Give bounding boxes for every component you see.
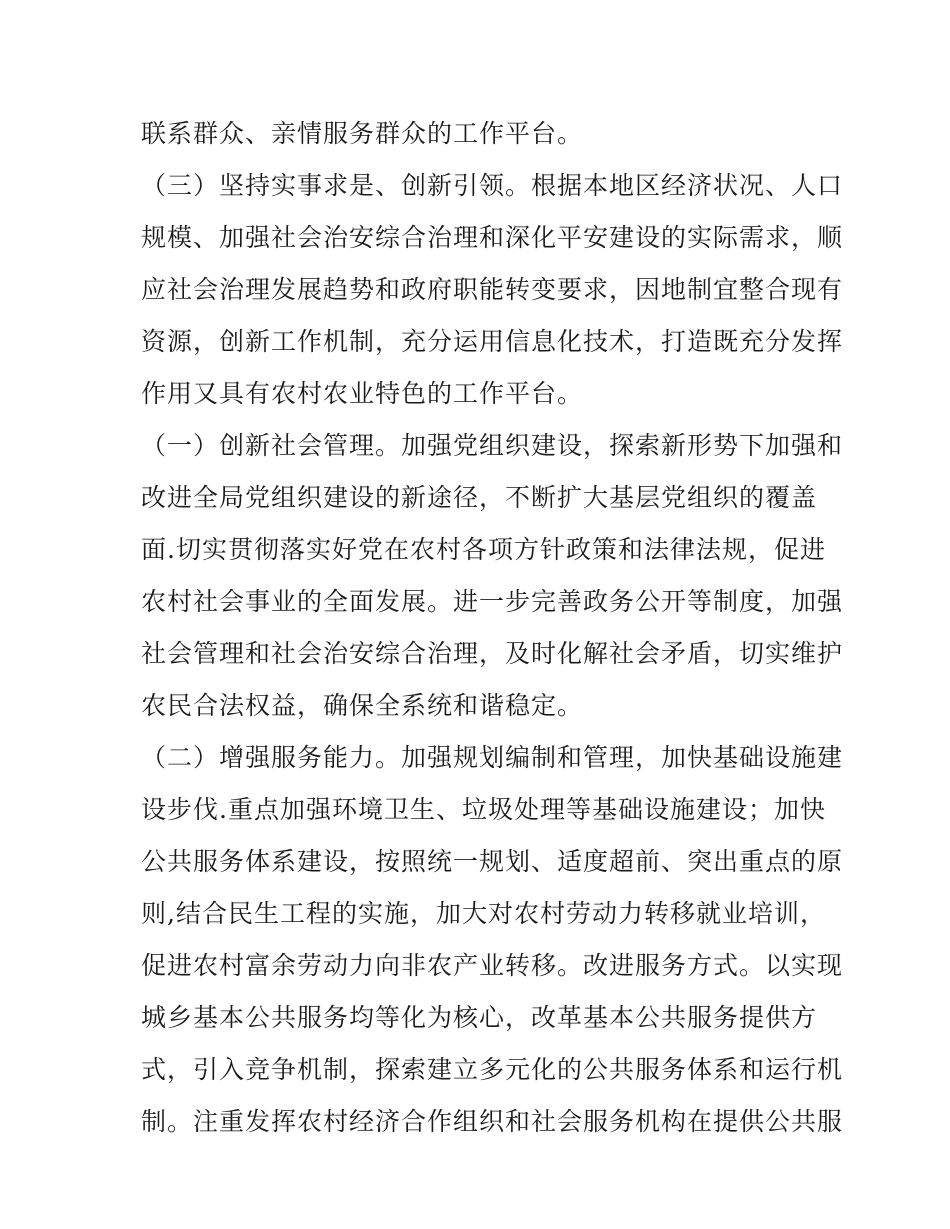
text-line: 资源，创新工作机制，充分运用信息化技术，打造既充分发挥 — [141, 327, 844, 356]
text-line: 设步伐.重点加强环境卫生、垃圾处理等基础设施建设；加快 — [141, 795, 826, 824]
text-line: 农村社会事业的全面发展。进一步完善政务公开等制度，加强 — [141, 587, 844, 616]
text-line: 面.切实贯彻落实好党在农村各项方针政策和法律法规，促进 — [141, 535, 826, 564]
text-line: 应社会治理发展趋势和政府职能转变要求，因地制宜整合现有 — [141, 275, 844, 304]
text-line: 制。注重发挥农村经济合作组织和社会服务机构在提供公共服 — [141, 1107, 844, 1136]
text-line: 则,结合民生工程的实施，加大对农村劳动力转移就业培训， — [141, 899, 826, 928]
text-line: 公共服务体系建设，按照统一规划、适度超前、突出重点的原 — [141, 847, 844, 876]
text-line: （一）创新社会管理。加强党组织建设，探索新形势下加强和 — [141, 431, 844, 460]
text-line: 规模、加强社会治安综合治理和深化平安建设的实际需求，顺 — [141, 223, 844, 252]
text-line: （三）坚持实事求是、创新引领。根据本地区经济状况、人口 — [141, 171, 844, 200]
text-line: （二）增强服务能力。加强规划编制和管理，加快基础设施建 — [141, 743, 844, 772]
text-line: 促进农村富余劳动力向非农产业转移。改进服务方式。以实现 — [141, 951, 844, 980]
text-line: 农民合法权益，确保全系统和谐稳定。 — [141, 691, 584, 720]
text-line: 联系群众、亲情服务群众的工作平台。 — [141, 119, 584, 148]
text-line: 作用又具有农村农业特色的工作平台。 — [141, 379, 584, 408]
text-line: 城乡基本公共服务均等化为核心，改革基本公共服务提供方 — [141, 1003, 818, 1032]
body-text — [141, 108, 844, 1148]
text-line: 式，引入竞争机制，探索建立多元化的公共服务体系和运行机 — [141, 1055, 844, 1084]
text-line: 改进全局党组织建设的新途径，不断扩大基层党组织的覆盖 — [141, 483, 818, 512]
text-line: 社会管理和社会治安综合治理，及时化解社会矛盾，切实维护 — [141, 639, 844, 668]
